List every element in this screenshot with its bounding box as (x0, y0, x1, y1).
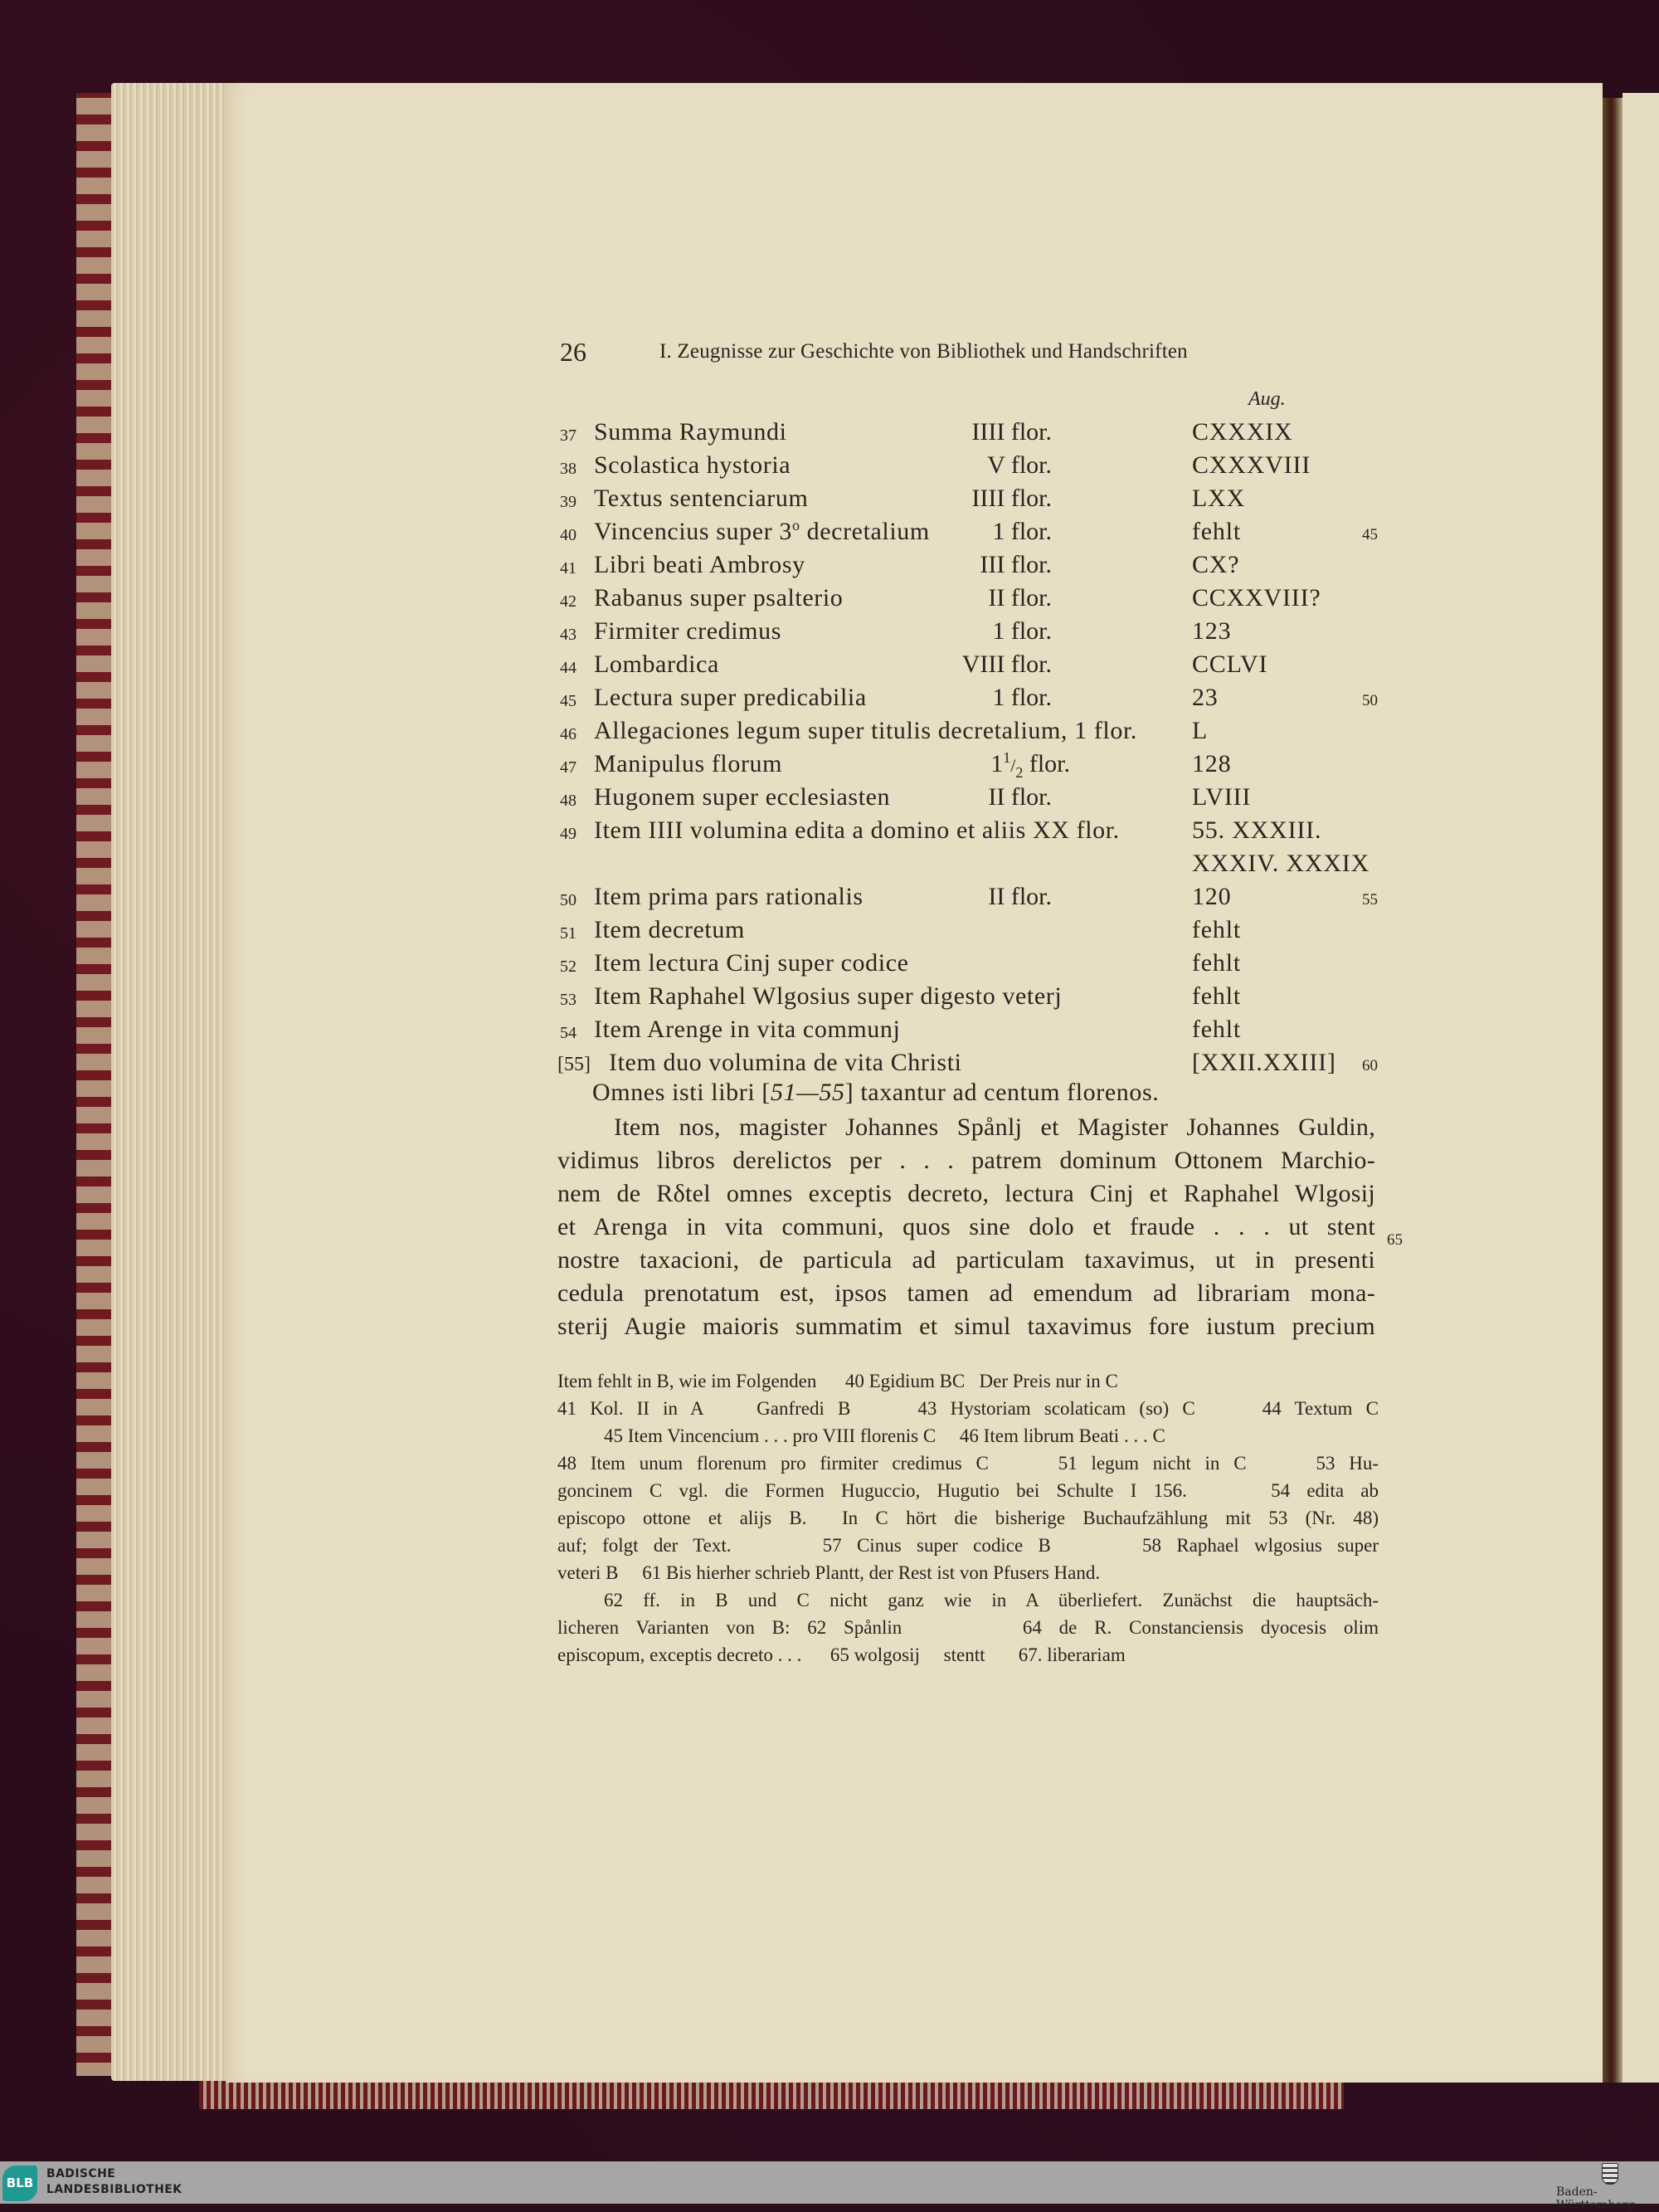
entry-number: 54 (560, 1024, 577, 1042)
running-title: I. Zeugnisse zur Geschichte von Bibliothek und Handschriften (659, 340, 1188, 363)
table-row (0, 684, 1659, 717)
entry-title-text: Item prima pars rationalis (594, 883, 864, 910)
entry-number: 43 (560, 626, 577, 644)
table-row (0, 518, 1659, 551)
table-row (0, 485, 1659, 518)
viewer-footer-bar (0, 2161, 1659, 2204)
entry-price: IIII flor. (971, 418, 1052, 446)
entry-title (594, 816, 1120, 845)
entry-title (594, 1016, 900, 1044)
book-gutter (1603, 98, 1623, 2083)
entry-number: 49 (560, 825, 577, 843)
footnote-line: episcopum, exceptis decreto . . . 65 wolgosij stentt 67. liberariam (557, 1644, 1126, 1665)
aug-reference: LXX (1192, 485, 1246, 512)
entry-number: 53 (560, 991, 577, 1009)
entry-title-text: Rabanus super psalterio (594, 584, 844, 611)
entry-title (594, 418, 787, 446)
binding-headband-left (76, 93, 111, 2076)
summary-before: Omnes isti libri [ (592, 1079, 771, 1106)
entry-title (594, 916, 745, 944)
margin-line-number: 50 (1362, 692, 1378, 709)
entry-number: 40 (560, 526, 577, 544)
blb-logo: BLB (2, 2166, 37, 2201)
entry-title-text: Item IIII volumina edita a domino et aliis XX flor. (594, 816, 1120, 844)
summary-line (592, 1079, 1159, 1107)
aug-reference: [XXII.XXIII] (1192, 1049, 1336, 1076)
paragraph-line: cedula prenotatum est, ipsos tamen ad emendum ad librariam mona- (557, 1279, 1375, 1307)
entry-title-text: Allegaciones legum super titulis decretalium, 1 flor. (594, 717, 1137, 744)
table-row (0, 750, 1659, 783)
margin-line-number: 45 (1362, 526, 1378, 543)
paragraph-line: nem de Rδtel omnes exceptis decreto, lectura Cinj et Raphahel Wlgosij (557, 1180, 1375, 1207)
entry-title-text: Textus sentenciarum (594, 485, 809, 512)
entry-number: 41 (560, 559, 577, 577)
entry-price: 1 flor. (992, 684, 1052, 711)
entry-title-text: Summa Raymundi (594, 418, 787, 446)
binding-headband-bottom (199, 2081, 1344, 2109)
entry-number: 37 (560, 426, 577, 445)
aug-reference: fehlt (1192, 949, 1241, 977)
entry-price: III flor. (980, 551, 1052, 578)
library-name-line2: LANDESBIBLIOTHEK (46, 2183, 182, 2196)
table-row (0, 816, 1659, 850)
page-edges-stack (111, 83, 227, 2081)
footnotes (557, 1371, 1379, 1686)
table-row (0, 783, 1659, 816)
entry-title (594, 485, 808, 513)
table-row (0, 717, 1659, 750)
entry-number: 46 (560, 725, 577, 743)
entry-title (594, 783, 890, 811)
state-name: Baden-Württemberg (1556, 2185, 1636, 2212)
table-row (0, 982, 1659, 1016)
aug-reference: fehlt (1192, 518, 1241, 545)
paragraph-line: sterij Augie maioris summatim et simul taxavimus fore iustum precium (557, 1313, 1375, 1340)
entry-title-text: Item Arenge in vita communj (594, 1016, 901, 1043)
table-row (0, 551, 1659, 584)
table-row (0, 883, 1659, 916)
aug-reference: L (1192, 717, 1209, 744)
aug-reference: fehlt (1192, 982, 1241, 1010)
entry-number: 50 (560, 891, 577, 909)
aug-column-label: Aug. (1248, 388, 1286, 410)
price-unit: flor. (1023, 750, 1070, 777)
table-row (0, 418, 1659, 451)
price-fraction-numerator: 1 (1003, 749, 1011, 766)
entry-title (594, 650, 719, 679)
entry-price: V flor. (987, 451, 1052, 479)
entry-number: [55] (557, 1054, 591, 1075)
table-row (0, 650, 1659, 684)
entry-title-text: Item decretum (594, 916, 745, 943)
fraction-slash: / (1010, 755, 1016, 776)
footnote-line: episcopo ottone et alijs B. In C hört die bisherige Buchaufzählung mit 53 (Nr. 48) (557, 1508, 1379, 1528)
page-number: 26 (560, 337, 586, 367)
footnote-line: Item fehlt in B, wie im Folgenden 40 Egidium BC Der Preis nur in C (557, 1371, 1118, 1391)
price-whole: 1 (990, 750, 1004, 777)
entry-title-superscript: o (791, 517, 800, 534)
footnote-line: 62 ff. in B und C nicht ganz wie in A überliefert. Zunächst die hauptsäch- (604, 1590, 1379, 1610)
entry-title (594, 518, 930, 546)
aug-reference: fehlt (1192, 1016, 1241, 1043)
table-row (0, 617, 1659, 650)
entry-price: 1 flor. (992, 617, 1052, 645)
entry-title-text: Item duo volumina de vita Christi (609, 1049, 962, 1076)
margin-line-number: 65 (1387, 1231, 1403, 1249)
margin-line-number: 55 (1362, 891, 1378, 909)
footnote-line: 45 Item Vincencium . . . pro VIII florenis C 46 Item librum Beati . . . C (604, 1425, 1165, 1446)
price-fraction-denominator: 2 (1015, 764, 1024, 781)
aug-reference-continued: XXXIV. XXXIX (1192, 850, 1370, 877)
paragraph-line: nostre taxacioni, de particula ad particulam taxavimus, ut in presenti (557, 1246, 1375, 1274)
entry-title-after: decretalium (800, 518, 930, 545)
aug-reference: CCXXVIII? (1192, 584, 1321, 611)
entry-title (594, 617, 781, 646)
entry-number: 48 (560, 792, 577, 810)
entry-title-text: Item lectura Cinj super codice (594, 949, 909, 977)
entry-title-text: Lectura super predicabilia (594, 684, 867, 711)
aug-reference: CX? (1192, 551, 1240, 578)
summary-after: ] taxantur ad centum florenos. (844, 1079, 1160, 1106)
entry-title (594, 982, 1062, 1011)
entry-price: II flor. (988, 783, 1052, 811)
table-row (0, 1049, 1659, 1082)
margin-line-number: 60 (1362, 1057, 1378, 1074)
paragraph-line: Item nos, magister Johannes Spånlj et Magister Johannes Guldin, (614, 1113, 1375, 1141)
entry-title-text: Firmiter credimus (594, 617, 781, 645)
aug-reference: 23 (1192, 684, 1219, 711)
entry-number: 42 (560, 592, 577, 611)
entry-title-text: Vincencius super 3 (594, 518, 792, 545)
table-row-continuation (0, 850, 1659, 883)
entry-title-text: Manipulus florum (594, 750, 783, 777)
entry-number: 38 (560, 460, 577, 478)
aug-reference: CCLVI (1192, 650, 1268, 678)
summary-range: 51—55 (770, 1079, 845, 1106)
footnote-line: 48 Item unum florenum pro firmiter credimus C 51 legum nicht in C 53 Hu- (557, 1453, 1379, 1474)
entry-title (594, 883, 864, 911)
entry-title-text: Libri beati Ambrosy (594, 551, 805, 578)
table-row (0, 1016, 1659, 1049)
entry-title (594, 949, 909, 977)
entry-price: 1 flor. (992, 518, 1052, 545)
entry-title-text: Lombardica (594, 650, 719, 678)
entry-number: 47 (560, 758, 577, 777)
coat-of-arms-icon (1602, 2163, 1618, 2185)
entry-title (594, 551, 805, 579)
aug-reference: CXXXVIII (1192, 451, 1311, 479)
aug-reference: 123 (1192, 617, 1232, 645)
footnote-line: licheren Varianten von B: 62 Spånlin 64 de R. Constanciensis dyocesis olim (557, 1617, 1379, 1638)
entry-title (594, 750, 782, 778)
aug-reference: LVIII (1192, 783, 1252, 811)
table-row (0, 916, 1659, 949)
aug-reference: CXXXIX (1192, 418, 1293, 446)
entry-price: IIII flor. (971, 485, 1052, 512)
footnote-line: goncinem C vgl. die Formen Huguccio, Hugutio bei Schulte I 156. 54 edita ab (557, 1480, 1379, 1501)
table-row (0, 584, 1659, 617)
paragraph-line: et Arenga in vita communi, quos sine dolo et fraude . . . ut stent (557, 1213, 1375, 1240)
footnote-line: auf; folgt der Text. 57 Cinus super codice B 58 Raphael wlgosius super (557, 1535, 1379, 1556)
aug-reference: 120 (1192, 883, 1232, 910)
entry-title (609, 1049, 962, 1077)
table-row (0, 949, 1659, 982)
entry-title (594, 451, 791, 480)
paragraph-line: vidimus libros derelictos per . . . patrem dominum Ottonem Marchio- (557, 1147, 1375, 1174)
entry-price: II flor. (988, 883, 1052, 910)
facing-page-edge (1623, 93, 1659, 2083)
entry-price: II flor. (988, 584, 1052, 611)
entry-number: 45 (560, 692, 577, 710)
library-name-line1: BADISCHE (46, 2167, 116, 2180)
body-paragraph (557, 1113, 1375, 1354)
entry-title (594, 717, 1137, 745)
entry-number: 52 (560, 957, 577, 976)
table-row (0, 451, 1659, 485)
entry-title (594, 684, 867, 712)
aug-reference: 55. XXXIII. (1192, 816, 1322, 844)
entry-title (594, 584, 843, 612)
footnote-line: 41 Kol. II in A Ganfredi B 43 Hystoriam scolaticam (so) C 44 Textum C (557, 1398, 1379, 1419)
aug-reference: fehlt (1192, 916, 1241, 943)
footnote-line: veteri B 61 Bis hierher schrieb Plantt, der Rest ist von Pfusers Hand. (557, 1562, 1101, 1583)
entry-number: 51 (560, 924, 577, 943)
entry-title-text: Item Raphahel Wlgosius super digesto veterj (594, 982, 1063, 1010)
entry-title-text: Scolastica hystoria (594, 451, 791, 479)
entry-title-text: Hugonem super ecclesiasten (594, 783, 891, 811)
entry-price (990, 749, 1070, 781)
entry-number: 44 (560, 659, 577, 677)
entry-price: VIII flor. (961, 650, 1052, 678)
entry-number: 39 (560, 493, 577, 511)
aug-reference: 128 (1192, 750, 1232, 777)
